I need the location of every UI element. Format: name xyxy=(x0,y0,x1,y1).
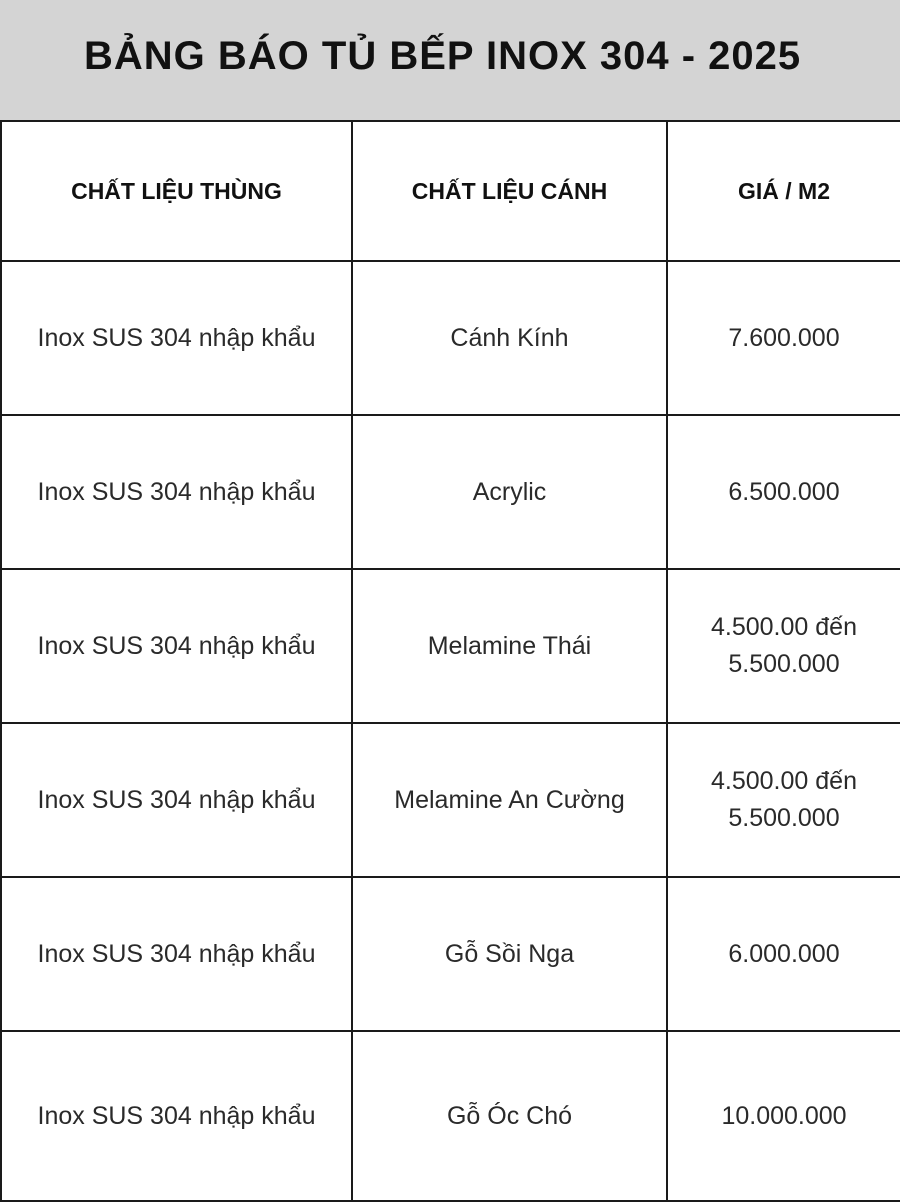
cell-price xyxy=(667,569,900,723)
price-text-to: 5.500.000 xyxy=(728,804,840,832)
column-header-door-material: CHẤT LIỆU CÁNH xyxy=(352,121,667,261)
table-row xyxy=(1,569,900,723)
page-title: BẢNG BÁO TỦ BẾP INOX 304 - 2025 xyxy=(84,34,802,78)
price-text-to: 5.500.000 xyxy=(728,650,840,678)
cell-price xyxy=(667,1031,900,1201)
price-text: 6.500.000 xyxy=(728,477,840,506)
table-header-row xyxy=(1,121,900,261)
price-table xyxy=(0,120,900,1202)
table-row xyxy=(1,877,900,1031)
cell-price xyxy=(667,261,900,415)
table-row xyxy=(1,1031,900,1201)
price-text-from: 4.500.00 đến xyxy=(711,613,857,641)
cell-body-material: Inox SUS 304 nhập khẩu xyxy=(1,261,352,415)
cell-door-material: Gỗ Óc Chó xyxy=(352,1031,667,1201)
cell-door-material: Cánh Kính xyxy=(352,261,667,415)
table-row xyxy=(1,261,900,415)
cell-price xyxy=(667,415,900,569)
price-text: 6.000.000 xyxy=(728,939,840,968)
cell-door-material: Acrylic xyxy=(352,415,667,569)
price-text: 7.600.000 xyxy=(728,323,840,352)
column-header-body-material: CHẤT LIỆU THÙNG xyxy=(1,121,352,261)
cell-body-material: Inox SUS 304 nhập khẩu xyxy=(1,415,352,569)
cell-body-material: Inox SUS 304 nhập khẩu xyxy=(1,723,352,877)
table-row xyxy=(1,415,900,569)
cell-body-material: Inox SUS 304 nhập khẩu xyxy=(1,1031,352,1201)
price-text-from: 4.500.00 đến xyxy=(711,767,857,795)
title-banner xyxy=(0,0,900,120)
cell-door-material: Gỗ Sồi Nga xyxy=(352,877,667,1031)
cell-door-material: Melamine Thái xyxy=(352,569,667,723)
price-text: 10.000.000 xyxy=(721,1101,847,1130)
cell-price xyxy=(667,877,900,1031)
table-row xyxy=(1,723,900,877)
cell-price xyxy=(667,723,900,877)
cell-body-material: Inox SUS 304 nhập khẩu xyxy=(1,569,352,723)
column-header-price: GIÁ / M2 xyxy=(667,121,900,261)
cell-body-material: Inox SUS 304 nhập khẩu xyxy=(1,877,352,1031)
cell-door-material: Melamine An Cường xyxy=(352,723,667,877)
